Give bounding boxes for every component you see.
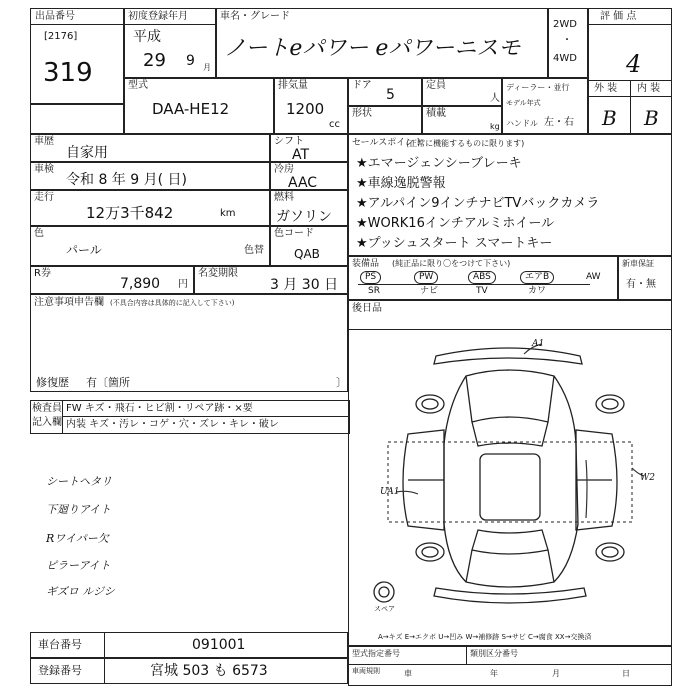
exterior-grade: B: [602, 106, 617, 130]
mileage-value: 12万3千842: [86, 204, 174, 222]
color-code-value: QAB: [294, 247, 320, 261]
model-label: 型式: [128, 80, 148, 91]
handwritten-note: シートヘタリ: [46, 475, 112, 488]
footer-cell-label: 月: [552, 669, 560, 678]
selling-points-label: セールスポイント: [352, 138, 424, 148]
car-diagram: [348, 334, 672, 624]
equip-pw: PW: [414, 271, 438, 284]
handle-value: 左・右: [544, 117, 574, 128]
shape-label: 形状: [352, 108, 372, 119]
equipment-sub: (純正品に限り〇をつけて下さい): [392, 259, 511, 268]
fuel-label: 燃料: [274, 192, 294, 203]
lot-label: 出品番号: [35, 11, 75, 22]
color-code-label: 色コード: [274, 228, 314, 239]
handwritten-note: Rワイパー欠: [46, 532, 109, 545]
rear-items-label: 後日品: [352, 303, 382, 314]
interior-label: 内 装: [637, 83, 661, 94]
damage-mark-a1: A1: [532, 339, 545, 349]
reg-era: 平成: [133, 29, 161, 45]
capacity-unit: 人: [490, 93, 500, 104]
equip-airbag: エアB: [520, 271, 554, 284]
inspection-label: 車検: [34, 164, 54, 175]
equip-leather: カワ: [528, 286, 547, 296]
recycle-value: 7,890: [120, 276, 161, 292]
interior-grade: B: [644, 106, 659, 130]
history-label: 車歴: [34, 136, 54, 147]
inspector-row: 内装 キズ・汚レ・コゲ・穴・ズレ・キレ・破レ: [66, 419, 279, 430]
reg-month-unit: 月: [203, 63, 211, 72]
deadline-value: 3 月 30 日: [270, 277, 339, 293]
doors-label: ドア: [352, 80, 372, 91]
lot-box: [30, 8, 124, 104]
displacement-unit: cc: [329, 119, 340, 130]
car-name: ノートeパワー eパワーニスモ: [224, 36, 521, 61]
spare-label: スペア: [374, 605, 395, 613]
selling-point-item: ★車線逸脱警報: [356, 176, 446, 191]
ac-label: 冷房: [274, 164, 294, 175]
drive-4wd: 4WD: [553, 53, 577, 64]
recycle-label: R券: [34, 268, 51, 279]
mileage-unit: km: [220, 208, 236, 219]
warranty-value: 有・無: [626, 279, 656, 290]
handle-label: ハンドル: [506, 119, 538, 128]
chassis-value: 091001: [192, 637, 246, 653]
dealer-label: ディーラー・並行: [506, 83, 570, 92]
lot-sub: [2176]: [44, 31, 78, 42]
shift-value: AT: [292, 147, 310, 163]
ac-value: AAC: [288, 175, 318, 191]
selling-point-item: ★WORK16インチアルミホイール: [356, 216, 555, 231]
load-unit: kg: [490, 122, 500, 131]
footer-cell-label: 日: [622, 669, 630, 678]
displacement-value: 1200: [286, 100, 325, 118]
selling-point-item: ★アルパイン9インチナビTVバックカメラ: [356, 196, 600, 211]
shift-label: シフト: [274, 136, 304, 147]
inspection-value: 令和 8 年 9 月( 日): [66, 172, 187, 188]
inspector-row: FW キズ・飛石・ヒビ割・リペア跡・×要: [66, 403, 253, 414]
exterior-label: 外 装: [594, 83, 618, 94]
caution-box: [30, 294, 348, 392]
rear-items-box: [348, 300, 672, 330]
plate-value: 宮城 503 も 6573: [150, 663, 268, 679]
equip-tv: TV: [476, 286, 488, 296]
equip-ps: PS: [360, 271, 381, 284]
recycle-box: [30, 266, 194, 294]
model-designation-label: 型式指定番号: [352, 649, 400, 658]
model-year-label: モデル年式: [506, 99, 541, 107]
color-value: パール: [66, 243, 102, 257]
handwritten-note: 下廻りアイト: [46, 503, 112, 516]
color-swap-label: 色替: [244, 245, 264, 256]
history-value: 自家用: [66, 145, 108, 161]
load-label: 積載: [426, 108, 446, 119]
score-value: 4: [626, 50, 642, 78]
category-label: 類別区分番号: [470, 649, 518, 658]
reg-year-label: 初度登録年月: [128, 11, 188, 22]
lot-lower-box: [30, 104, 124, 134]
handwritten-note: ピラーアイト: [46, 559, 111, 572]
repair-value: 有〔箇所: [86, 376, 130, 389]
reg-month: 9: [186, 53, 195, 69]
reg-year: 29: [143, 50, 166, 71]
equipment-label: 装備品: [352, 259, 380, 269]
chassis-label: 車台番号: [38, 638, 82, 651]
carname-label: 車名・グレード: [220, 11, 290, 22]
handwritten-note: ギズロ ルジシ: [46, 585, 115, 598]
capacity-label: 定員: [426, 80, 446, 91]
damage-mark-ua1: UA1: [380, 487, 400, 497]
equip-abs: ABS: [468, 271, 496, 284]
color-label: 色: [34, 228, 44, 239]
drive-2wd: 2WD: [553, 19, 577, 30]
vehicle-rule-label: 車両規則: [352, 667, 380, 675]
selling-point-item: ★エマージェンシーブレーキ: [356, 156, 522, 171]
footer-cell-label: 車: [404, 669, 412, 678]
lot-number: 319: [43, 58, 93, 88]
footer-cell-label: 年: [490, 669, 498, 678]
equip-sr: SR: [368, 286, 380, 296]
caution-sub: (不具合内容は具体的に記入して下さい): [110, 299, 235, 307]
model-value: DAA-HE12: [152, 100, 230, 118]
displacement-label: 排気量: [278, 80, 308, 91]
warranty-label: 新車保証: [622, 259, 654, 268]
caution-label: 注意事項申告欄: [34, 297, 104, 308]
mileage-label: 走行: [34, 192, 54, 203]
deadline-label: 名変期限: [198, 268, 238, 279]
doors-value: 5: [386, 87, 395, 103]
drive-dot: ・: [562, 35, 572, 46]
diagram-legend: A→キズ E→エクボ U→凹み W→補修跡 S→サビ C→腐食 XX→交換済: [378, 633, 592, 641]
inspector-label: 記入欄: [32, 417, 62, 428]
selling-point-item: ★プッシュスタート スマートキー: [356, 236, 553, 251]
score-label: 評 価 点: [600, 11, 637, 22]
plate-label: 登録番号: [38, 664, 82, 677]
inspector-label: 検査員: [32, 403, 62, 414]
repair-close: 〕: [336, 376, 347, 389]
repair-label: 修復歴: [36, 376, 69, 389]
equip-aw: AW: [586, 272, 601, 282]
fuel-value: ガソリン: [276, 209, 332, 225]
damage-mark-w2: W2: [640, 473, 655, 483]
selling-points-sub: (正常に機能するものに限ります): [406, 139, 525, 148]
equip-navi: ナビ: [420, 286, 439, 296]
recycle-unit: 円: [178, 279, 188, 290]
